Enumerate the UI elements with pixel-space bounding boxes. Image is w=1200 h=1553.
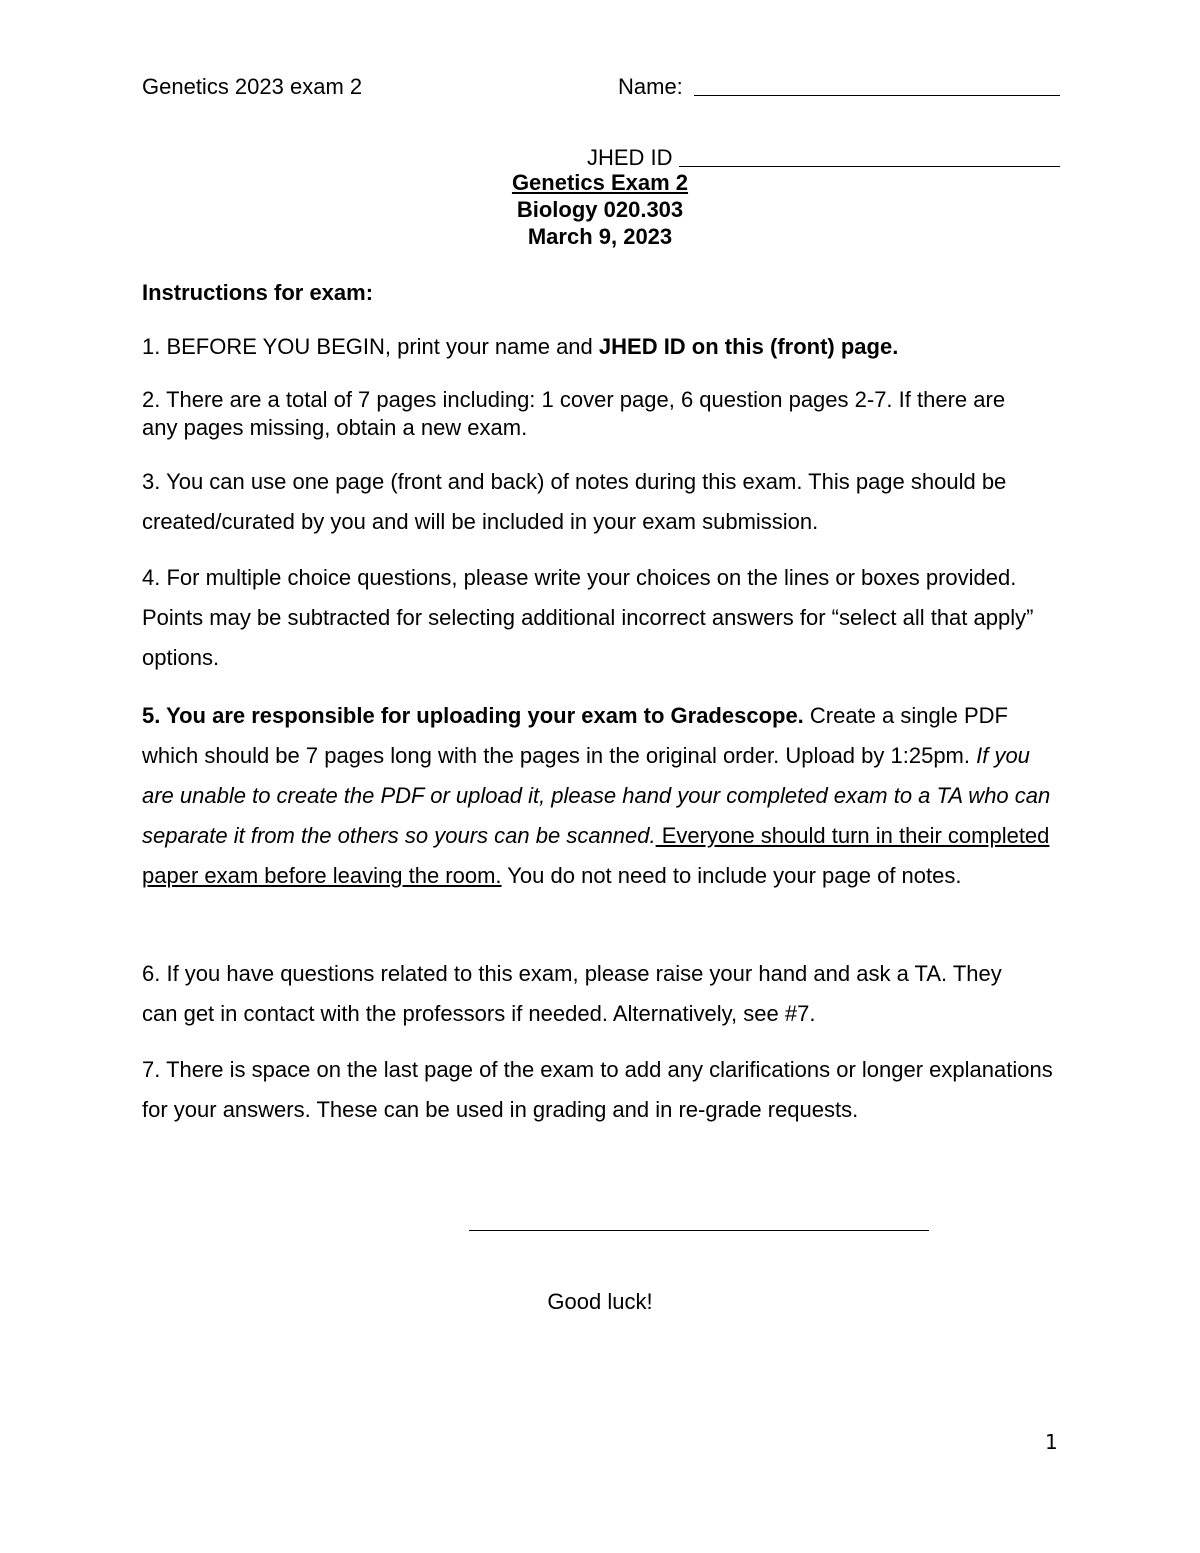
jhed-id-blank-line[interactable]: [679, 166, 1060, 167]
signature-line[interactable]: [469, 1230, 929, 1231]
instruction-item-1: 1. BEFORE YOU BEGIN, print your name and JHED ID on this (front) page.: [142, 334, 899, 359]
name-label: Name:: [618, 74, 683, 99]
instructions-heading: Instructions for exam:: [142, 280, 374, 305]
page-number: 1: [1045, 1430, 1058, 1454]
instruction-item-3: 3. You can use one page (front and back) of notes during this exam. This page should be created/curated by you and will be included in your exam submission.: [142, 469, 1007, 534]
exam-date: March 9, 2023: [527, 224, 673, 249]
course-number: Biology 020.303: [516, 197, 684, 222]
instruction-item-4: 4. For multiple choice questions, please write your choices on the lines or boxes provided. Points may be subtracted for selecting additional incorrect answers for “select all that apply” options.: [142, 565, 1034, 670]
instruction-item-5: 5. You are responsible for uploading your exam to Gradescope. Create a single PDF which should be 7 pages long with the pages in the original order. Upload by 1:25pm. If you are unable to create the PDF or upload it, please hand your completed exam to a TA who can separate it from the others so yours can be scanned. Everyone should turn in their completed paper exam before leaving the room. You do not need to include your page of notes.: [142, 703, 1051, 888]
good-luck-text: Good luck!: [547, 1289, 653, 1314]
header-course-label: Genetics 2023 exam 2: [142, 74, 363, 99]
instruction-item-6: 6. If you have questions related to this exam, please raise your hand and ask a TA. They can get in contact with the professors if needed. Alternatively, see #7.: [142, 961, 1002, 1026]
exam-title: Genetics Exam 2: [511, 170, 689, 195]
jhed-id-label: JHED ID: [587, 145, 673, 170]
instruction-item-7: 7. There is space on the last page of the exam to add any clarifications or longer explanations for your answers. These can be used in grading and in re-grade requests.: [142, 1057, 1053, 1122]
name-blank-line[interactable]: [694, 95, 1060, 96]
instruction-item-2: 2. There are a total of 7 pages including: 1 cover page, 6 question pages 2-7. If there are any pages missing, obtain a new exam.: [142, 387, 1006, 440]
